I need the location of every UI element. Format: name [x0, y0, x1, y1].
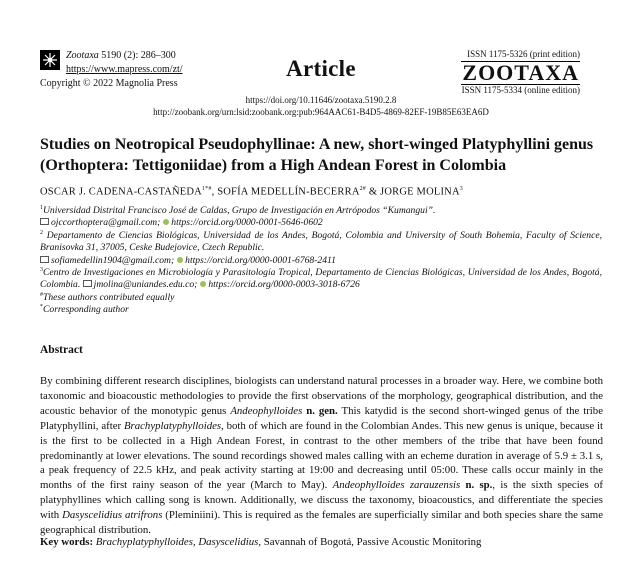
author-3-sup: 3 — [459, 186, 463, 192]
zootaxa-brand: ZOOTAXA — [462, 60, 579, 85]
affiliation-number: 1 — [40, 205, 43, 211]
orcid-link[interactable]: https://orcid.org/0000-0001-6768-2411 — [185, 254, 336, 266]
email-link[interactable]: sofiamedellin1904@gmail.com; — [51, 254, 175, 266]
doi-link[interactable]: https://doi.org/10.11646/zootaxa.5190.2.8 — [245, 95, 397, 105]
abstract-text: (Pleminiini). This is required as the females are superficially similar and both species share the same geographical distribution. — [40, 509, 603, 537]
abstract-text: By combining different research disciplines, biologists can understand natural processes in a broader way. Here, we combine both taxonomic and bioacoustic methodologies to provide the first observations of the morphology, geographical distribution, and the acoustic behavior of the monotypic genus — [40, 375, 603, 417]
affiliation-1 — [40, 202, 602, 230]
volume-pages: 5190 (2): 286–300 — [101, 50, 176, 61]
issn-print: ISSN 1175-5326 (print edition) — [467, 49, 580, 59]
orcid-icon — [163, 219, 169, 225]
issn-online: ISSN 1175-5334 (online edition) — [461, 85, 580, 95]
note-corresponding-author — [40, 301, 602, 316]
email-icon — [40, 256, 49, 263]
affiliation-text: Departamento de Ciencias Biológicas, Universidad de los Andes, Bogotá, Colombia and University of South Bohemia, Faculty of Science, Branisovka 31, 37005, Ceske Budejovice, Czech Republic. — [40, 230, 602, 254]
email-icon — [83, 280, 92, 287]
note-text: These authors contributed equally — [43, 292, 175, 304]
new-genus-label: n. gen. — [302, 404, 338, 417]
paper-title — [40, 134, 602, 176]
author-separator: & — [366, 186, 381, 198]
abstract-heading: Abstract — [40, 344, 83, 356]
author-2: SOFÍA MEDELLÍN-BECERRA — [217, 186, 360, 198]
abstract-text: , both of which are found in the Colombian Andes. This new genus is unique, because it is the first to be collected in a High Andean Forest, in contrast to the other members of the tribe that have been found predominantly at lower elevations. The sound recordings showed males calling with an echeme duration in average of 5.9 ± 3.1 s, a peak frequency of 22.5 kHz, and peak activity starting at 19:00 and decreasing until 05:00. These calls occur mainly in the months of the first rainy season of the year (March to May). — [40, 419, 603, 492]
author-separator: , — [211, 186, 218, 198]
author-list — [40, 186, 463, 198]
author-3: JORGE MOLINA — [380, 186, 460, 198]
email-icon — [40, 218, 49, 225]
keyword: Dasyscelidius — [198, 536, 259, 548]
note-symbol: # — [40, 292, 43, 298]
note-text: Corresponding author — [43, 304, 129, 316]
email-link[interactable]: jmolina@uniandes.edu.co; — [93, 279, 198, 291]
title-line-2: (Orthoptera: Tettigoniidae) from a High Andean Forest in Colombia — [40, 157, 507, 174]
author-1-sup: 1*# — [201, 186, 212, 192]
orcid-link[interactable]: https://orcid.org/0000-0003-3018-6726 — [208, 279, 360, 291]
keyword-rest: , Savannah of Bogotá, Passive Acoustic Monitoring — [258, 536, 482, 548]
note-symbol: * — [40, 304, 43, 310]
orcid-icon — [177, 257, 183, 263]
orcid-icon — [200, 281, 206, 287]
species-name: Andeophylloides zarauzensis — [332, 479, 461, 492]
email-link[interactable]: ojccorthoptera@gmail.com; — [51, 217, 161, 229]
affiliation-3 — [40, 264, 602, 292]
genus-name: Brachyplatyphylloides — [123, 419, 222, 432]
journal-name: Zootaxa — [66, 50, 99, 61]
abstract-body — [40, 374, 603, 538]
abstract-text: , is the sixth species of platyphyllines which calling song is known. Additionally, we discuss the taxonomy, bioacoustics, and differentiate the species with — [40, 479, 603, 522]
abstract-text: This katydid is the second short-winged genus of the tribe Platyphyllini, after — [40, 404, 603, 432]
title-line-1: Studies on Neotropical Pseudophyllinae: A new, short-winged Platyphyllini genus — [40, 136, 594, 153]
orcid-link[interactable]: https://orcid.org/0000-0001-5646-0602 — [171, 217, 323, 229]
genus-name: Andeophylloides — [230, 404, 303, 417]
affiliation-number: 3 — [40, 267, 43, 273]
lsid-link[interactable]: http://zoobank.org/urn:lsid:zoobank.org:pub:964AAC61-B4D5-4869-82EF-19B85E63EA6D — [153, 107, 489, 117]
species-name: Dasyscelidius atrifrons — [62, 509, 163, 522]
keywords-label: Key words: — [40, 536, 94, 548]
keyword-separator: , — [192, 536, 199, 548]
author-2-sup: 2# — [359, 186, 367, 192]
affiliation-text: Universidad Distrital Francisco José de Caldas, Grupo de Investigación en Artrópodos “Kumangui”. — [43, 205, 436, 217]
keywords — [40, 536, 481, 548]
journal-url[interactable]: https://www.mapress.com/zt/ — [66, 64, 183, 75]
new-species-label: n. sp. — [460, 479, 493, 492]
affiliation-number: 2 — [40, 230, 43, 236]
affiliation-text: Centro de Investigaciones en Microbiología y Parasitología Tropical, Departamento de Ciencias Biológicas, Universidad de los Andes, Bogotá, Colombia. — [40, 267, 602, 291]
copyright: Copyright © 2022 Magnolia Press — [40, 78, 178, 89]
keyword: Brachyplatyphylloides — [95, 536, 193, 548]
article-label: Article — [286, 56, 356, 81]
affiliation-2 — [40, 227, 602, 267]
author-1: OSCAR J. CADENA-CASTAÑEDA — [40, 186, 202, 198]
